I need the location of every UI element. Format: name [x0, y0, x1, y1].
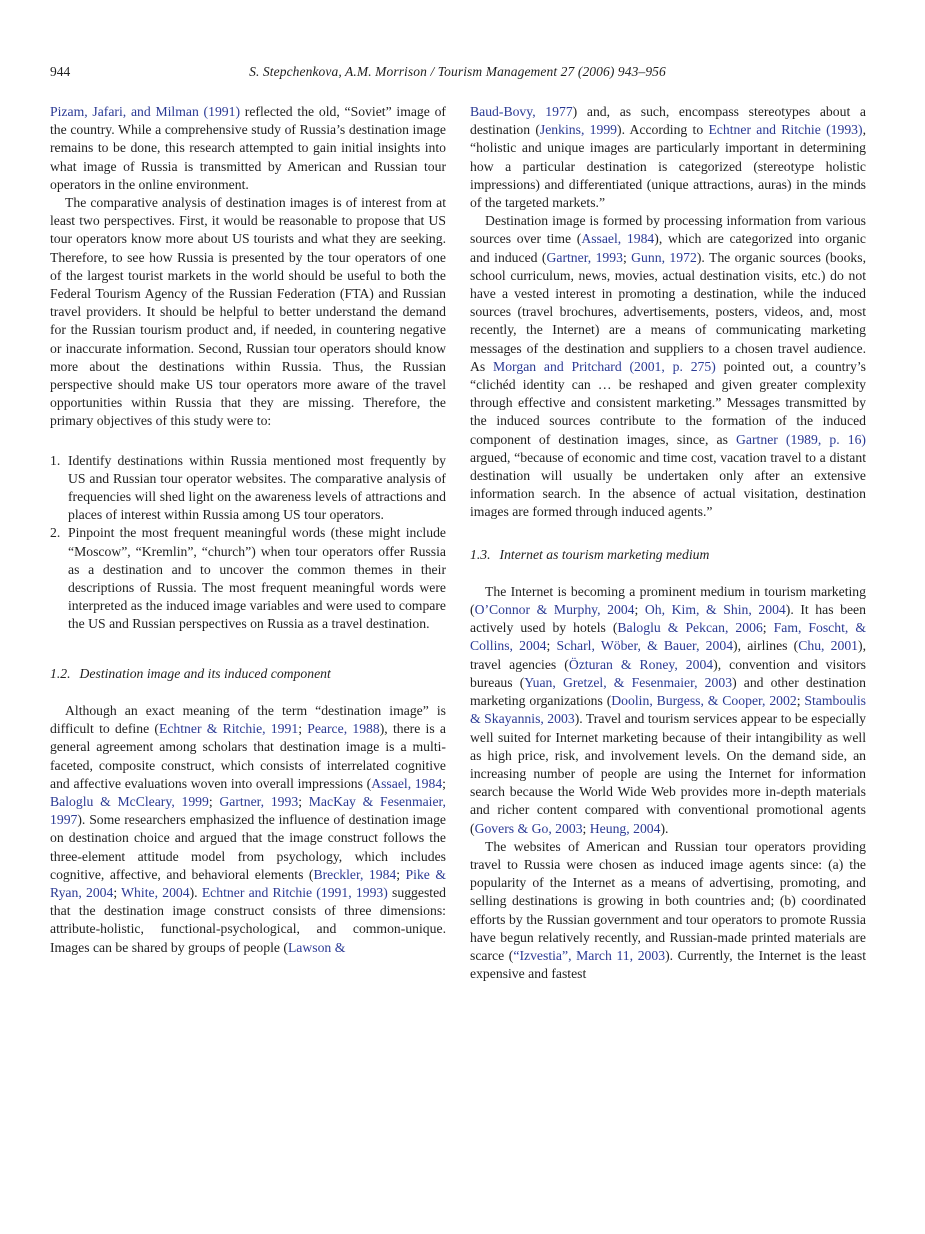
paragraph: Although an exact meaning of the term “destination image” is difficult to define (Echtner & Ritchie, 1991; Pearce, 1988), there is a general agreement among scholars that destination image is a multi-faceted, composite construct, which consists of interrelated cognitive and affective evaluations woven into overall impressions (Assael, 1984; Baloglu & McCleary, 1999; Gartner, 1993; MacKay & Fesenmaier, 1997). Some researchers emphasized the influence of destination image on destination choice and argued that the image construct follows the three-element attitude model from psychology, which includes cognitive, affective, and behavioral elements (Breckler, 1984; Pike & Ryan, 2004; White, 2004). Echtner and Ritchie (1991, 1993) suggested that the destination image construct consists of three dimensions: attribute-holistic, functional-psychological, and common-unique. Images can be shared by groups of people (Lawson & [50, 702, 447, 955]
list-item [50, 452, 446, 525]
citation-link[interactable]: Doolin, Burgess, & Cooper, 2002 [611, 693, 797, 709]
running-head: S. Stepchenkova, A.M. Morrison / Tourism Management 27 (2006) 943–956 [249, 64, 666, 79]
citation-link[interactable]: Pizam, Jafari, and Milman (1991) [50, 104, 241, 119]
citation-link[interactable]: Chu, 2001 [798, 638, 859, 654]
citation-link[interactable]: Baud-Bovy, 1977 [470, 104, 573, 119]
article-body [50, 103, 866, 983]
paragraph: The websites of American and Russian tour operators providing travel to Russia were chosen as induced image agents since: (a) the popularity of the Internet as a means of advertising, promoting, and selling destinations is growing in both countries and; (b) coordinated efforts by the Russian government and tour operators to promote Russia have begun relatively recently, and Russian-made printed materials are scarce (“Izvestia”, March 11, 2003). Currently, the Internet is the least expensive and fastest [470, 838, 866, 982]
citation-link[interactable]: Stamboulis & Skayannis, 2003 [470, 693, 866, 727]
list-number: 1. [50, 452, 61, 468]
citation-link[interactable]: Echtner and Ritchie (1991, 1993) [201, 884, 388, 900]
list-text: Pinpoint the most frequent meaningful words (these might include “Moscow”, “Kremlin”, “church”) when tour operators offer Russia as a destination and to uncover the common themes in their descriptions of Russia. The most frequent meaningful words were interpreted as the induced image variables and were used to compare the US and Russian perspectives on Russia as a travel destination. [68, 525, 446, 632]
citation-link[interactable]: Govers & Go, 2003 [474, 820, 583, 836]
citation-link[interactable]: Breckler, 1984 [313, 866, 397, 882]
paragraph: The Internet is becoming a prominent medium in tourism marketing (O’Connor & Murphy, 2004; Oh, Kim, & Shin, 2004). It has been actively used by hotels (Baloglu & Pekcan, 2006; Fam, Foscht, & Collins, 2004; Scharl, Wöber, & Bauer, 2004), airlines (Chu, 2001), travel agencies (Özturan & Roney, 2004), convention and visitors bureaus (Yuan, Gretzel, & Fesenmaier, 2003) and other destination marketing organizations (Doolin, Burgess, & Cooper, 2002; Stamboulis & Skayannis, 2003). Travel and tourism services appear to be especially well suited for Internet marketing because of their intangibility as well as high price, risk, and involvement levels. On the demand side, an increasing number of people are using the Internet for information search because the World Wide Web provides more in-depth materials and richer content compared with conventional promotional agents (Govers & Go, 2003; Heung, 2004). [470, 583, 866, 836]
section-title: Destination image and its induced component [79, 665, 331, 681]
citation-link[interactable]: Scharl, Wöber, & Bauer, 2004 [556, 638, 734, 654]
citation-link[interactable]: Baloglu & Pekcan, 2006 [617, 620, 763, 636]
citation-link[interactable]: Lawson & [287, 939, 346, 955]
citation-link[interactable]: Gartner, 1993 [546, 249, 623, 265]
paragraph-continued: Baud-Bovy, 1977) and, as such, encompass stereotypes about a destination (Jenkins, 1999). According to Echtner and Ritchie (1993), “holistic and unique images are particularly important in determining how a particular destination is categorized (stereotype holistic impressions) and differentiated (unique attractions, auras) in the minds of the targeted markets.” [470, 104, 866, 211]
citation-link[interactable]: Morgan and Pritchard (2001, p. 275) [493, 358, 716, 374]
citation-link[interactable]: Yuan, Gretzel, & Fesenmaier, 2003 [524, 674, 733, 690]
citation-link[interactable]: O’Connor & Murphy, 2004 [474, 602, 635, 618]
citation-link[interactable]: Oh, Kim, & Shin, 2004 [644, 602, 786, 618]
citation-link[interactable]: White, 2004 [121, 884, 190, 900]
page-number: 944 [50, 64, 71, 79]
paragraph: The comparative analysis of destination images is of interest from at least two perspectives. First, it would be reasonable to propose that US tour operators know more about US tourists and what they are seeking. Therefore, to see how Russia is presented by the tour operators of one of the largest tourist markets in the world should be useful to both the Federal Tourism Agency of the Russian Federation (FTA) and Russian travel providers. It should be helpful to better understand the demand for the Russian tourism product and, if needed, in countering negative or inaccurate information. Second, Russian tour operators should know more about the destinations within Russia. Thus, the Russian perspective should make US tour operators more aware of the travel opportunities within Russia that they are missing. Therefore, the primary objectives of this study were to: [50, 195, 446, 429]
citation-link[interactable]: Baloglu & McCleary, 1999 [50, 793, 209, 809]
citation-link[interactable]: Fam, Foscht, & Collins, 2004 [470, 620, 866, 654]
right-column [470, 103, 866, 983]
paragraph: Destination image is formed by processing information from various sources over time (Assael, 1984), which are categorized into organic and induced (Gartner, 1993; Gunn, 1972). The organic sources (books, school curriculum, news, movies, actual destination visits, etc.) do not have a vested interest in promoting a destination, while the induced sources (travel brochures, advertisements, posters, videos, and, most recently, the Internet) are a means of communicating marketing messages of the destination and suppliers to a chosen travel audience. As Morgan and Pritchard (2001, p. 275) pointed out, a country’s “clichéd identity can … be reshaped and given greater complexity through effective and consistent marketing.” Messages transmitted by the induced sources contribute to the formation of the induced component of destination images, since, as Gartner (1989, p. 16) argued, “because of economic and time cost, vacation travel to a distant destination will usually be undertaken only after an extensive information search. In the absence of actual visitation, destination images are formed through induced agents.” [470, 213, 867, 520]
list-item [50, 524, 446, 633]
citation-link[interactable]: Echtner & Ritchie, 1991 [158, 721, 299, 737]
citation-link[interactable]: Gunn, 1972 [631, 249, 697, 265]
citation-link[interactable]: Gartner, 1993 [219, 793, 299, 809]
objectives-list [50, 452, 446, 634]
citation-link[interactable]: Gartner (1989, p. 16) [736, 431, 866, 447]
list-text: Identify destinations within Russia mentioned most frequently by US and Russian tour operator websites. The comparative analysis of frequencies will shed light on the awareness levels of attractions and places of interest within Russia among US tour operators. [68, 452, 446, 523]
left-column [50, 103, 446, 957]
page-header [50, 64, 865, 80]
citation-link[interactable]: Pike & Ryan, 2004 [50, 866, 446, 900]
citation-link[interactable]: Heung, 2004 [589, 820, 661, 836]
citation-link[interactable]: Pearce, 1988 [307, 721, 380, 737]
citation-link[interactable]: Assael, 1984 [371, 775, 443, 791]
list-number: 2. [50, 525, 61, 541]
citation-link[interactable]: Assael, 1984 [581, 231, 655, 247]
citation-link[interactable]: Jenkins, 1999 [539, 122, 618, 138]
paragraph-continued: Pizam, Jafari, and Milman (1991) reflected the old, “Soviet” image of the country. While a comprehensive study of Russia’s destination image remains to be done, this research attempted to gain initial insights into what image of Russia is transmitted by American and Russian tour operators in the online environment. [50, 104, 446, 192]
section-title: Internet as tourism marketing medium [499, 546, 710, 562]
section-number: 1.3. [470, 546, 491, 562]
citation-link[interactable]: Özturan & Roney, 2004 [568, 656, 714, 672]
section-heading-1-2 [50, 665, 446, 683]
citation-link[interactable]: MacKay & Fesenmaier, 1997 [50, 793, 446, 828]
section-number: 1.2. [50, 665, 71, 681]
citation-link[interactable]: Echtner and Ritchie (1993) [708, 122, 863, 138]
section-heading-1-3 [470, 546, 866, 564]
citation-link[interactable]: “Izvestia”, March 11, 2003 [513, 947, 666, 963]
